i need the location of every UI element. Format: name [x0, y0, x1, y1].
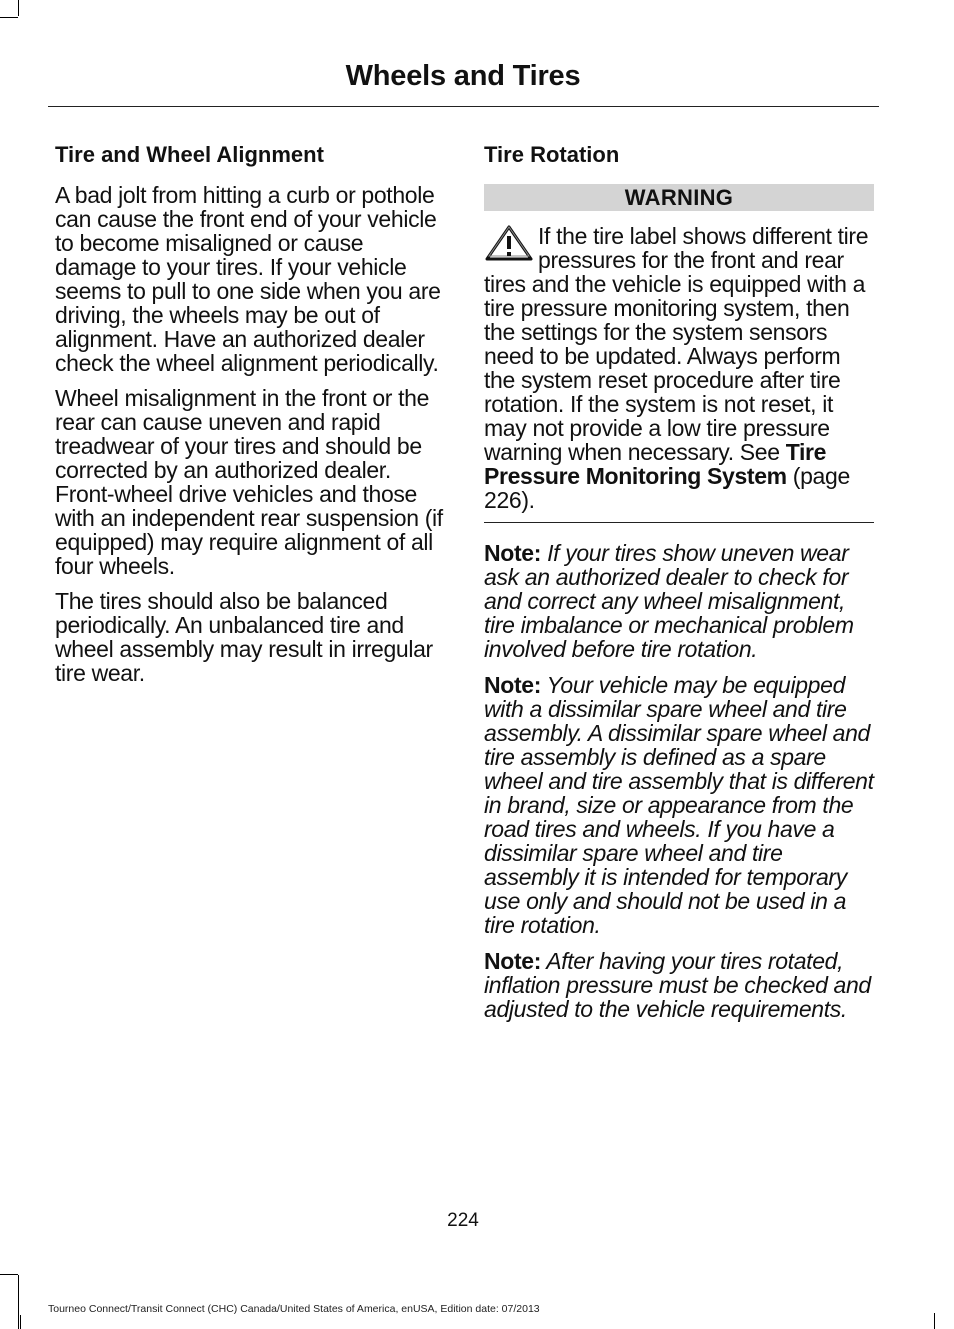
warning-block — [484, 224, 874, 512]
warning-triangle-icon — [484, 224, 534, 262]
right-column — [484, 142, 874, 1033]
warning-divider — [484, 522, 874, 523]
note-item — [484, 949, 874, 1021]
crop-mark — [20, 1315, 21, 1329]
note-label: Note: — [484, 540, 542, 567]
warning-banner: WARNING — [484, 184, 874, 211]
note-text: Your vehicle may be equipped with a dissimilar spare wheel and tire assembly. A dissimilar spare wheel and tire assembly is defined as a spare wheel and tire assembly that is different in brand, size or appearance from the road tires and wheels. If you have a dissimilar spare wheel and tire assembly it is intended for temporary use only and should not be used in a tire rotation. — [484, 672, 874, 939]
note-label: Note: — [484, 948, 542, 975]
note-label: Note: — [484, 672, 542, 699]
body-paragraph: Wheel misalignment in the front or the rear can cause uneven and rapid treadwear of your tires and should be corrected by an authorized dealer. Front-wheel drive vehicles and those with an independent rear suspension (if equipped) may require alignment of all four wheels. — [55, 385, 443, 580]
left-column — [55, 142, 445, 696]
body-paragraph: A bad jolt from hitting a curb or pothole can cause the front end of your vehicle to become misaligned or cause damage to your tires. If your vehicle seems to pull to one side when you are driving, the wheels may be out of alignment. Have an authorized dealer check the wheel alignment periodically. — [55, 182, 441, 377]
section-heading-rotation: Tire Rotation — [484, 142, 620, 167]
page-reference: (page 226). — [484, 463, 850, 514]
note-text: If your tires show uneven wear ask an authorized dealer to check for and correct any wheel misalignment, tire imbalance or mechanical problem involved before tire rotation. — [484, 540, 854, 663]
page-title: Wheels and Tires — [345, 60, 581, 92]
notes — [484, 541, 874, 1021]
tpms-cross-reference-link[interactable]: Tire Pressure Monitoring System — [484, 439, 827, 490]
crop-mark — [18, 0, 19, 16]
warning-body: If the tire label shows different tire pressures for the front and rear tires and the vehicle is equipped with a tire pressure monitoring system, then the settings for the system sensors need to be updated. Always perform the system reset procedure after tire rotation. If the system is not reset, it may not provide a low tire pressure warning when necessary. See — [484, 223, 869, 466]
section-heading-alignment: Tire and Wheel Alignment — [55, 142, 324, 167]
edition-footer: Tourneo Connect/Transit Connect (CHC) Canada/United States of America, enUSA, Edition date: 07/2013 — [48, 1303, 540, 1315]
warning-text — [484, 224, 874, 512]
crop-mark — [934, 1313, 935, 1329]
crop-mark — [0, 17, 18, 18]
note-text: After having your tires rotated, inflation pressure must be checked and adjusted to the vehicle requirements. — [484, 948, 871, 1023]
note-item — [484, 673, 874, 937]
crop-mark — [18, 1275, 19, 1329]
crop-mark — [0, 1274, 18, 1275]
body-paragraph: The tires should also be balanced periodically. An unbalanced tire and wheel assembly may result in irregular tire wear. — [55, 588, 433, 687]
page-number: 224 — [447, 1210, 479, 1231]
title-divider — [48, 106, 879, 107]
note-item — [484, 541, 874, 661]
